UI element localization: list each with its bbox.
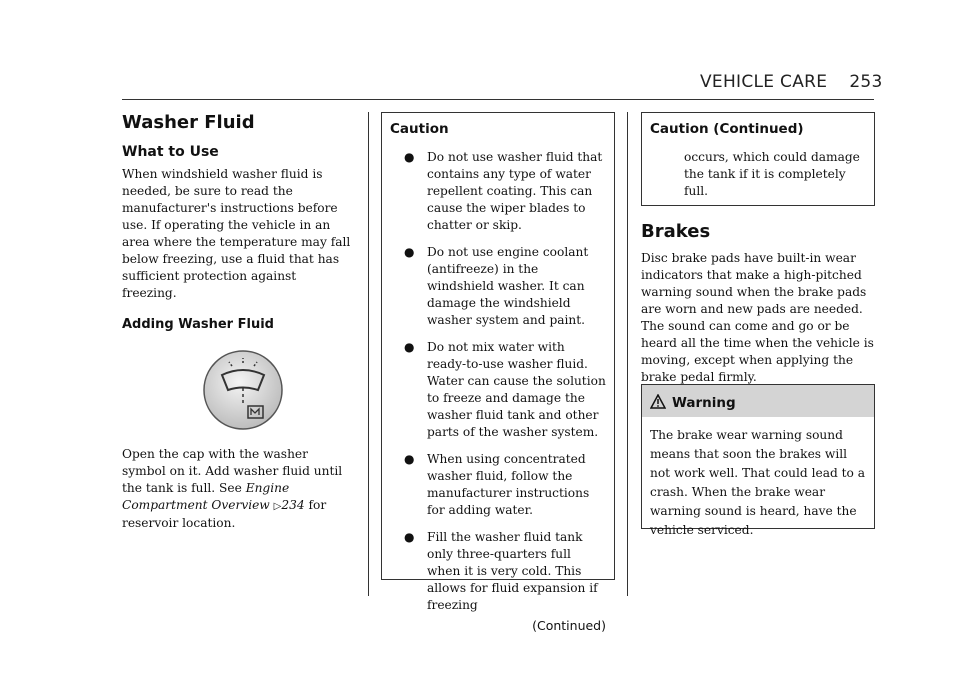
warning-header bbox=[642, 385, 874, 417]
continued-label: (Continued) bbox=[532, 618, 606, 633]
adding-washer-fluid-text: Open the cap with the washer symbol on it. Add washer fluid until the tank is full. See Engine Compartment Overview ▷234 for reservoir location. bbox=[122, 447, 343, 530]
washer-symbol-icon bbox=[194, 348, 292, 432]
caution-box bbox=[381, 112, 615, 633]
adding-washer-fluid-heading: Adding Washer Fluid bbox=[122, 317, 274, 332]
page-header bbox=[700, 72, 883, 92]
caution-list bbox=[390, 149, 606, 614]
warning-triangle-icon bbox=[650, 394, 666, 413]
caution-title: Caution bbox=[390, 121, 449, 137]
caution-item: ● When using concentrated washer fluid, follow the manufacturer instructions for adding water. bbox=[404, 452, 590, 517]
left-column bbox=[122, 110, 354, 532]
caution-item: ● Do not use engine coolant (antifreeze) in the windshield washer. It can damage the windshield washer system and paint. bbox=[404, 245, 589, 327]
what-to-use-text: When windshield washer fluid is needed, be sure to read the manufacturer's instructions before use. If operating the vehicle in an area where the temperature may fall below freezing, use a fluid that has sufficient protection against freezing. bbox=[122, 167, 351, 300]
page-number: 253 bbox=[849, 72, 883, 92]
washer-fluid-title: Washer Fluid bbox=[122, 112, 255, 133]
caution-continued-text: occurs, which could damage the tank if it is completely full. bbox=[684, 150, 860, 198]
warning-title: Warning bbox=[672, 395, 736, 411]
caution-item: ● Do not mix water with ready-to-use washer fluid. Water can cause the solution to freeze and damage the washer fluid tank and other parts of the washer system. bbox=[404, 340, 606, 439]
brakes-section bbox=[641, 221, 875, 386]
page-ref[interactable]: 234 bbox=[281, 498, 305, 512]
engine-compartment-link[interactable]: Engine Compartment Overview bbox=[122, 481, 290, 512]
header-rule bbox=[122, 99, 874, 100]
brakes-title: Brakes bbox=[641, 221, 711, 242]
caution-continued-box bbox=[641, 112, 875, 206]
warning-text: The brake wear warning sound means that soon the brakes will not work well. That could lead to a crash. When the brake wear warning sound is heard, have the vehicle serviced. bbox=[650, 428, 866, 537]
what-to-use-heading: What to Use bbox=[122, 144, 219, 160]
column-divider-left bbox=[368, 112, 369, 596]
brakes-text: Disc brake pads have built-in wear indicators that make a high-pitched warning sound when the brake pads are worn and new pads are needed. The sound can come and go or be heard all the time when the vehicle is moving, except when applying the brake pedal firmly. bbox=[641, 251, 874, 384]
column-divider-right bbox=[627, 112, 628, 596]
section-title: VEHICLE CARE bbox=[700, 72, 828, 92]
page-ref-icon: ▷ bbox=[273, 501, 282, 512]
caution-item: ● Do not use washer fluid that contains any type of water repellent coating. This can cause the wiper blades to chatter or skip. bbox=[404, 150, 603, 232]
caution-item: ● Fill the washer fluid tank only three-quarters full when it is very cold. This allows for fluid expansion if freezing bbox=[404, 530, 598, 612]
warning-box bbox=[641, 384, 875, 537]
caution-continued-title: Caution (Continued) bbox=[650, 121, 804, 137]
